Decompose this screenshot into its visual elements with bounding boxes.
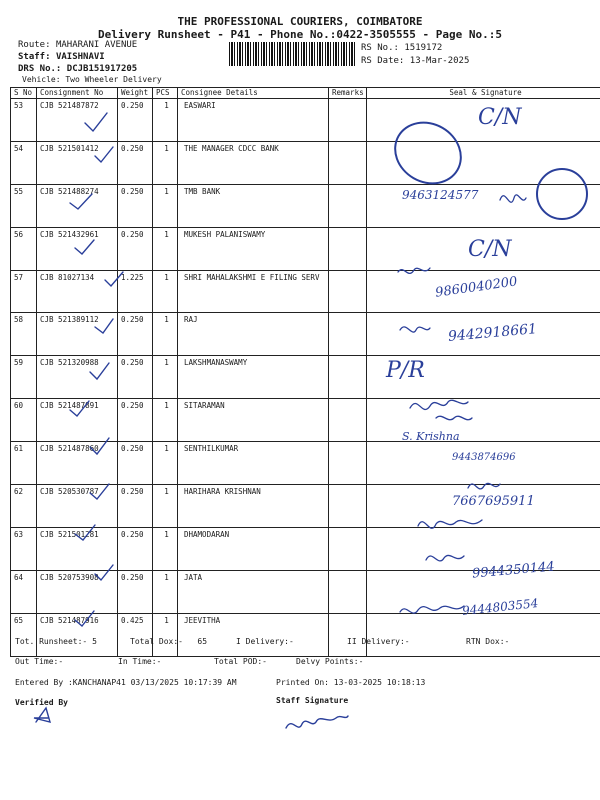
weight: 0.250	[118, 356, 153, 399]
entered-by: Entered By :KANCHANAP41 03/13/2025 10:17:39 AM	[15, 678, 237, 687]
consignment-no: CJB 81027134	[37, 270, 118, 313]
weight: 0.250	[118, 399, 153, 442]
handwritten-phone: 9944350144	[471, 559, 556, 582]
handwritten-cn: C/N	[468, 237, 512, 262]
consignee: LAKSHMANASWAMY	[178, 356, 329, 399]
weight: 0.250	[118, 99, 153, 142]
runsheet-heading: Delivery Runsheet - P41 - Phone No.:0422-3505555 - Page No.:5	[98, 28, 502, 41]
handwritten-name: S. Krishna	[402, 430, 460, 443]
drs-label: DRS No.:	[18, 64, 62, 74]
rs-date-label: RS Date:	[361, 56, 405, 66]
handwritten-phone: 9463124577	[402, 188, 479, 202]
route-value: MAHARANI AVENUE	[55, 40, 138, 50]
sno: 56	[11, 227, 37, 270]
weight: 0.250	[118, 184, 153, 227]
weight: 1.225	[118, 270, 153, 313]
rs-date-value: 13-Mar-2025	[409, 56, 470, 66]
pcs: 1	[153, 442, 178, 485]
consignee: SHRI MAHALAKSHMI E FILING SERV	[178, 270, 329, 313]
pcs: 1	[153, 570, 178, 613]
vehicle-label: Vehicle:	[22, 75, 61, 84]
verified-by-label: Verified By	[15, 698, 68, 707]
company-title: THE PROFESSIONAL COURIERS, COIMBATORE	[177, 15, 423, 28]
pcs: 1	[153, 270, 178, 313]
consignee: THE MANAGER CDCC BANK	[178, 141, 329, 184]
col-seal-signature: Seal & Signature	[367, 88, 600, 99]
pcs: 1	[153, 399, 178, 442]
consignment-no: CJB 521389112	[37, 313, 118, 356]
col-consignment: Consignment No	[37, 88, 118, 99]
consignee: DHAMODARAN	[178, 527, 329, 570]
sno: 61	[11, 442, 37, 485]
handwritten-phone: 9443874696	[452, 452, 516, 463]
sno: 63	[11, 527, 37, 570]
sno: 57	[11, 270, 37, 313]
pcs: 1	[153, 613, 178, 656]
staff-label: Staff:	[18, 52, 51, 62]
consignment-no: CJB 520753908	[37, 570, 118, 613]
rtn-dox: RTN Dox:-	[466, 637, 510, 646]
handwritten-phone: 7667695911	[452, 494, 535, 509]
col-weight: Weight	[118, 88, 153, 99]
consignment-no: CJB 521488274	[37, 184, 118, 227]
consignee: HARIHARA KRISHNAN	[178, 485, 329, 528]
delvy-points: Delvy Points:-	[296, 657, 364, 666]
staff-signature	[286, 716, 348, 728]
pcs: 1	[153, 485, 178, 528]
consignee: SITARAMAN	[178, 399, 329, 442]
pcs: 1	[153, 141, 178, 184]
out-time: Out Time:-	[15, 657, 64, 666]
sno: 54	[11, 141, 37, 184]
ii-delivery: II Delivery:-	[347, 637, 410, 646]
col-consignee: Consignee Details	[178, 88, 329, 99]
handwritten-cn: C/N	[478, 105, 522, 130]
sno: 64	[11, 570, 37, 613]
consignment-no: CJB 521501281	[37, 527, 118, 570]
total-pod: Total POD:-	[214, 657, 267, 666]
pcs: 1	[153, 99, 178, 142]
weight: 0.250	[118, 485, 153, 528]
consignee: EASWARI	[178, 99, 329, 142]
consignment-no: CJB 521487916	[37, 613, 118, 656]
pcs: 1	[153, 356, 178, 399]
weight: 0.250	[118, 313, 153, 356]
weight: 0.250	[118, 527, 153, 570]
col-remarks: Remarks	[329, 88, 367, 99]
handwritten-phone: 9444803554	[461, 596, 539, 618]
pcs: 1	[153, 184, 178, 227]
consignee: SENTHILKUMAR	[178, 442, 329, 485]
printed-on: Printed On: 13-03-2025 10:18:13	[276, 678, 426, 687]
staff-value: VAISHNAVI	[55, 52, 105, 62]
sno: 60	[11, 399, 37, 442]
handwritten-phone: 9860040200	[434, 274, 519, 301]
consignment-no: CJB 521487872	[37, 99, 118, 142]
weight: 0.250	[118, 442, 153, 485]
weight: 0.250	[118, 227, 153, 270]
consignment-no: CJB 521487891	[37, 399, 118, 442]
sno: 59	[11, 356, 37, 399]
consignee: JEEVITHA	[178, 613, 329, 656]
total-dox: Total Dox:- 65	[130, 637, 208, 646]
consignment-no: CJB 521501412	[37, 141, 118, 184]
i-delivery: I Delivery:-	[236, 637, 294, 646]
staff-signature-label: Staff Signature	[276, 696, 349, 705]
consignment-no: CJB 521432961	[37, 227, 118, 270]
vehicle-value: Two Wheeler Delivery	[65, 75, 162, 84]
sno: 65	[11, 613, 37, 656]
drs-value: DCJB151917205	[66, 64, 138, 74]
pcs: 1	[153, 313, 178, 356]
consignment-no: CJB 521320988	[37, 356, 118, 399]
consignee: MUKESH PALANISWAMY	[178, 227, 329, 270]
verifier-signature	[34, 708, 50, 722]
weight: 0.250	[118, 141, 153, 184]
sno: 58	[11, 313, 37, 356]
sno: 53	[11, 99, 37, 142]
pcs: 1	[153, 227, 178, 270]
weight: 0.425	[118, 613, 153, 656]
handwritten-phone: 9442918661	[447, 321, 538, 345]
in-time: In Time:-	[118, 657, 162, 666]
consignee: RAJ	[178, 313, 329, 356]
consignee: TMB BANK	[178, 184, 329, 227]
consignment-no: CJB 520530787	[37, 485, 118, 528]
sno: 62	[11, 485, 37, 528]
weight: 0.250	[118, 570, 153, 613]
col-sno: S No	[11, 88, 37, 99]
pcs: 1	[153, 527, 178, 570]
sno: 55	[11, 184, 37, 227]
rs-no-label: RS No.:	[361, 43, 399, 53]
consignee: JATA	[178, 570, 329, 613]
col-pcs: PCS	[153, 88, 178, 99]
tot-runsheet: Tot. Runsheet:- 5	[15, 637, 97, 646]
rs-no-value: 1519172	[404, 43, 443, 53]
consignment-no: CJB 521487860	[37, 442, 118, 485]
route-label: Route:	[18, 40, 51, 50]
handwritten-pr: P/R	[386, 358, 425, 383]
